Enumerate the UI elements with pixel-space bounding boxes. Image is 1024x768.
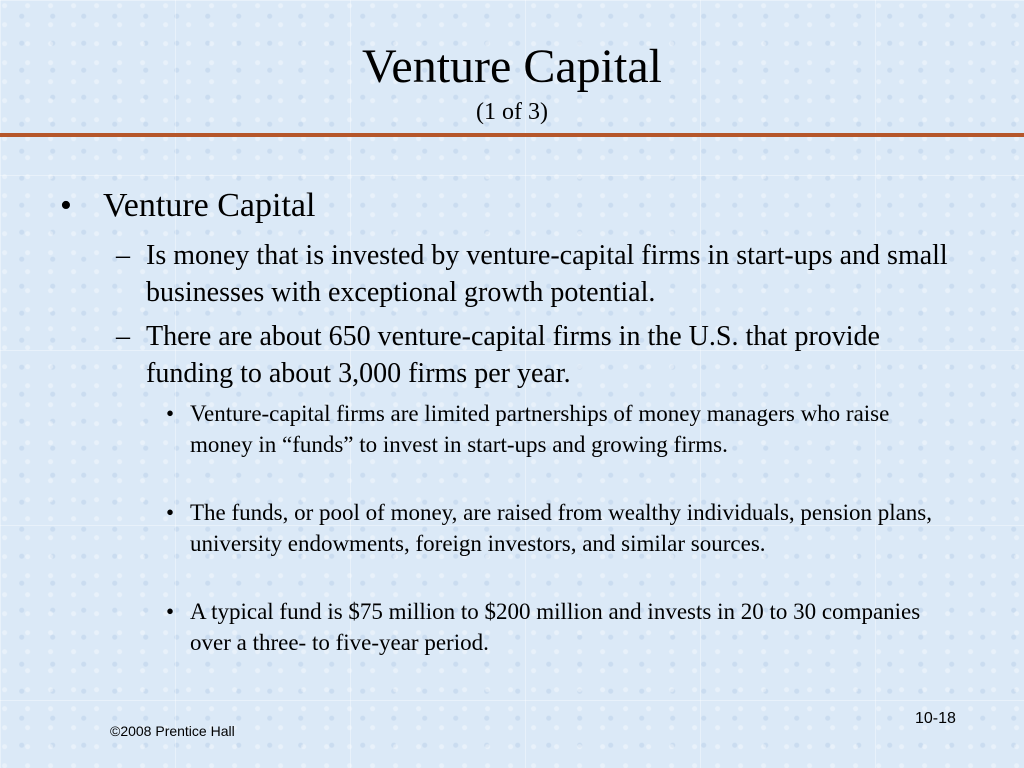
page-number: 10-18 <box>915 710 956 727</box>
sub-bullet-text: There are about 650 venture-capital firms in the U.S. that provide funding to about 3,000 firms per year. <box>146 321 880 389</box>
copyright-footer: ©2008 Prentice Hall <box>110 723 235 739</box>
slide-subtitle: (1 of 3) <box>476 99 548 125</box>
sub-sub-bullet-text: The funds, or pool of money, are raised from wealthy individuals, pension plans, university endowments, foreign investors, and similar sources. <box>190 500 933 556</box>
sub-sub-bullet-3 <box>166 596 956 658</box>
sub-bullet-2 <box>116 318 966 392</box>
bullet-icon: • <box>166 401 175 426</box>
sub-bullet-1 <box>116 237 966 311</box>
bullet-icon: • <box>166 599 175 624</box>
sub-bullet-text: Is money that is invested by venture-capital firms in start-ups and small businesses with exceptional growth potential. <box>146 240 948 308</box>
dash-icon: – <box>116 240 130 271</box>
sub-sub-bullet-2 <box>166 497 956 559</box>
bullet-icon: • <box>60 187 72 224</box>
dash-icon: – <box>116 321 130 352</box>
slide-title: Venture Capital <box>362 40 662 93</box>
bullet-text: Venture Capital <box>103 187 316 224</box>
bullet-icon: • <box>166 500 175 525</box>
sub-sub-bullet-1 <box>166 398 956 460</box>
sub-sub-bullet-text: Venture-capital firms are limited partnerships of money managers who raise money in “funds” to invest in start-ups and growing firms. <box>190 401 890 457</box>
sub-sub-bullet-text: A typical fund is $75 million to $200 million and invests in 20 to 30 companies over a three- to five-year period. <box>190 599 921 655</box>
